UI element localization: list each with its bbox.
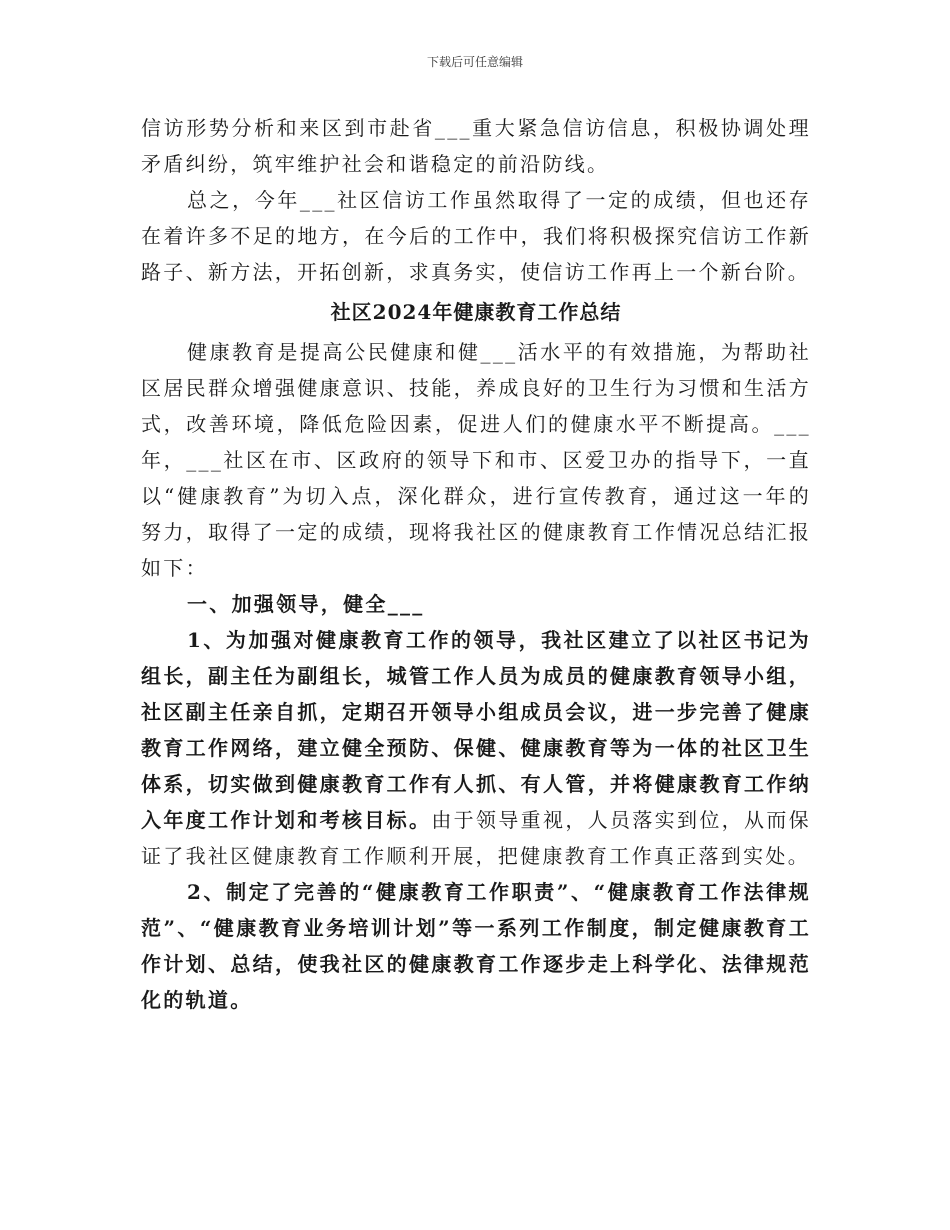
page-header: 下载后可任意编辑 bbox=[426, 55, 523, 69]
paragraph-item-2: 2、制定了完善的“健康教育工作职责”、“健康教育工作法律规范”、“健康教育业务培训计划”等一系列工作制度，制定健康教育工作计划、总结，使我社区的健康教育工作逐步走上科学化、法律规范化的轨道。 bbox=[141, 880, 811, 1012]
document-body bbox=[141, 110, 811, 1018]
paragraph-item-1 bbox=[141, 622, 811, 874]
section-heading-1: 一、加强领导，健全___ bbox=[187, 592, 425, 616]
paragraph-item-1-normal: 由于领导重视，人员落实到位，从而保证了我社区健康教育工作顺利开展，把健康教育工作真正落到实处。 bbox=[141, 808, 811, 868]
paragraph-conclusion: 总之，今年___社区信访工作虽然取得了一定的成绩，但也还存在着许多不足的地方，在今后的工作中，我们将积极探究信访工作新路子、新方法，开拓创新，求真务实，使信访工作再上一个新台阶。 bbox=[141, 188, 811, 284]
paragraph-continuation: 信访形势分析和来区到市赴省___重大紧急信访信息，积极协调处理矛盾纠纷，筑牢维护社会和谐稳定的前沿防线。 bbox=[141, 116, 811, 176]
paragraph-intro: 健康教育是提高公民健康和健___活水平的有效措施，为帮助社区居民群众增强健康意识、技能，养成良好的卫生行为习惯和生活方式，改善环境，降低危险因素，促进人们的健康水平不断提高。___年，___社区在市、区政府的领导下和市、区爱卫办的指导下，一直以“健康教育”为切入点，深化群众，进行宣传教育，通过这一年的努力，取得了一定的成绩，现将我社区的健康教育工作情况总结汇报如下： bbox=[141, 340, 811, 580]
section-title: 社区2024年健康教育工作总结 bbox=[330, 300, 622, 324]
paragraph-item-1-bold: 1、为加强对健康教育工作的领导，我社区建立了以社区书记为组长，副主任为副组长，城管工作人员为成员的健康教育领导小组，社区副主任亲自抓，定期召开领导小组成员会议，进一步完善了健康教育工作网络，建立健全预防、保健、健康教育等为一体的社区卫生体系，切实做到健康教育工作有人抓、有人管，并将健康教育工作纳入年度工作计划和考核目标。 bbox=[141, 628, 811, 832]
